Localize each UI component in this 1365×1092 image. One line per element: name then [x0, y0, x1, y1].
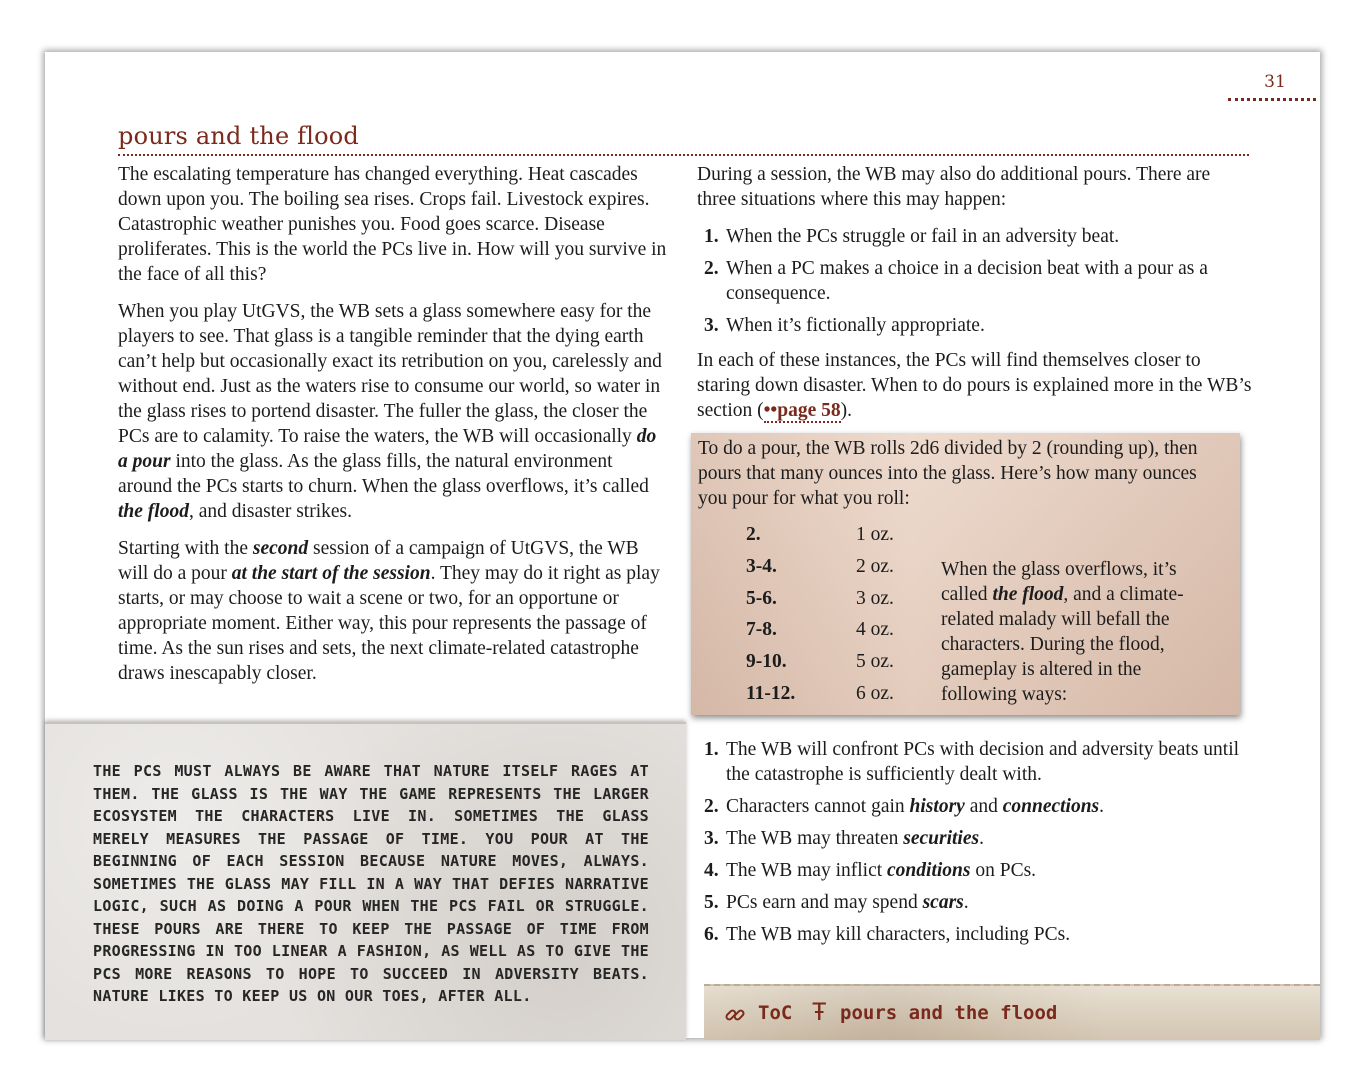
- list-item: 1. The WB will confront PCs with decision and adversity beats until the catastrophe is sufficiently dealt with.: [704, 739, 1240, 785]
- list-item: 6. The WB may kill characters, including PCs.: [704, 924, 1071, 945]
- list-item: 2. When a PC makes a choice in a decision beat with a pour as a consequence.: [704, 258, 1208, 304]
- table-row: 11-12. 6 oz.: [746, 682, 894, 704]
- term-securities: securities: [903, 828, 980, 849]
- list-item: 3. When it’s fictionally appropriate.: [704, 315, 985, 336]
- footer-nav: [704, 984, 1320, 1040]
- list-item: 5. PCs earn and may spend scars.: [704, 892, 969, 913]
- sidebar-note-box: [45, 722, 686, 1040]
- left-column: [118, 162, 670, 698]
- flood-overflow-text: When the glass overflows, it’s called the flood, and a climate-related malady will befall the characters. During the flood, gameplay is altered in the following ways:: [941, 559, 1184, 705]
- term-the-flood: the flood: [118, 501, 189, 522]
- term-the-flood: the flood: [992, 584, 1064, 605]
- term-connections: connections: [1002, 796, 1100, 817]
- list-item: 4. The WB may inflict conditions on PCs.: [704, 860, 1037, 881]
- table-row: 2. 1 oz.: [746, 524, 894, 546]
- glass-paragraph: When you play UtGVS, the WB sets a glass somewhere easy for the players to see. That glass is a tangible reminder that the dying earth can’t help but occasionally exact its retribution on you, carelessly and without end. Just as the waters rise to consume our world, so water in the glass rises to portend disaster. The fuller the glass, the closer the PCs are to calamity. To raise the waters, the WB will occasionally do a pour into the glass. As the glass fills, the natural environment around the PCs starts to churn. When the glass overflows, it’s called the flood, and disaster strikes.: [118, 301, 662, 522]
- list-item: 2. Characters cannot gain history and connections.: [704, 796, 1105, 817]
- session-paragraph: Starting with the second session of a campaign of UtGVS, the WB will do a pour at the start of the session. They may do it right as play starts, or may choose to wait a scene or two, for an opportune or appropriate moment. Either way, this pour represents the passage of time. As the sun rises and sets, the next climate-related catastrophe draws inescapably closer.: [118, 538, 660, 684]
- section-title: pours and the flood: [118, 122, 359, 150]
- chain-link-icon[interactable]: [724, 1004, 746, 1026]
- toc-link[interactable]: ToC: [758, 1002, 793, 1024]
- list-item: 3. The WB may threaten securities.: [704, 828, 984, 849]
- intro-paragraph: The escalating temperature has changed everything. Heat cascades down upon you. The boiling sea rises. Crops fail. Livestock expires. Catastrophic weather punishes you. Food goes scarce. Disease proliferates. This is the world the PCs live in. How will you survive in the face of all this?: [118, 164, 667, 285]
- table-row: 7-8. 4 oz.: [746, 619, 894, 641]
- page-58-link[interactable]: ••page 58: [763, 400, 841, 421]
- dagger-separator-icon: Ŧ: [812, 998, 827, 1026]
- table-row: 3-4. 2 oz.: [746, 556, 894, 578]
- term-history: history: [909, 796, 965, 817]
- pour-intro: To do a pour, the WB rolls 2d6 divided by 2 (rounding up), then pours that many ounces into the glass. Here’s how many ounces you pour for what you roll:: [698, 438, 1198, 509]
- term-conditions: conditions: [887, 860, 971, 881]
- pour-table: [746, 519, 926, 709]
- right-column: [697, 162, 1253, 435]
- pour-table-box: [691, 433, 1240, 715]
- flood-effects-list: [697, 737, 1253, 947]
- sidebar-note-text: THE PCS MUST ALWAYS BE AWARE THAT NATURE ITSELF RAGES AT THEM. THE GLASS IS THE WAY THE GAME REPRESENTS THE LARGER ECOSYSTEM THE CHARACTERS LIVE IN. SOMETIMES THE GLASS MERELY MEASURES THE PASSAGE OF TIME. YOU POUR AT THE BEGINNING OF EACH SESSION BECAUSE NATURE MOVES, ALWAYS. SOMETIMES THE GLASS MAY FILL IN A WAY THAT DEFIES NARRATIVE LOGIC, SUCH AS DOING A POUR WHEN THE PCS FAIL OR STRUGGLE. THESE POURS ARE THERE TO KEEP THE PASSAGE OF TIME FROM PROGRESSING IN TOO LINEAR A FASHION, AS WELL AS TO GIVE THE PCS MORE REASONS TO HOPE TO SUCCEED IN ADVERSITY BEATS. NATURE LIKES TO KEEP US ON OUR TOES, AFTER ALL.: [93, 762, 649, 1005]
- page-number: 31: [1264, 72, 1286, 92]
- flood-effects: [697, 737, 1253, 957]
- page-number-rule: [1228, 98, 1316, 101]
- table-row: 9-10. 5 oz.: [746, 651, 894, 673]
- breadcrumb[interactable]: pours and the flood: [840, 1002, 1058, 1024]
- table-row: 5-6. 3 oz.: [746, 587, 894, 609]
- term-do-a-pour: do a pour: [118, 426, 657, 472]
- term-scars: scars: [922, 892, 964, 913]
- list-item: 1. When the PCs struggle or fail in an adversity beat.: [704, 226, 1120, 247]
- term-start-of-session: at the start of the session: [231, 563, 431, 584]
- term-second: second: [252, 538, 309, 559]
- pour-situations-list: [697, 224, 1253, 338]
- additional-pours-paragraph: During a session, the WB may also do additional pours. There are three situations where this may happen:: [697, 164, 1211, 210]
- title-rule: [118, 154, 1249, 156]
- instances-paragraph: In each of these instances, the PCs will find themselves closer to staring down disaster. When to do pours is explained more in the WB’s section (••page 58).: [697, 350, 1252, 421]
